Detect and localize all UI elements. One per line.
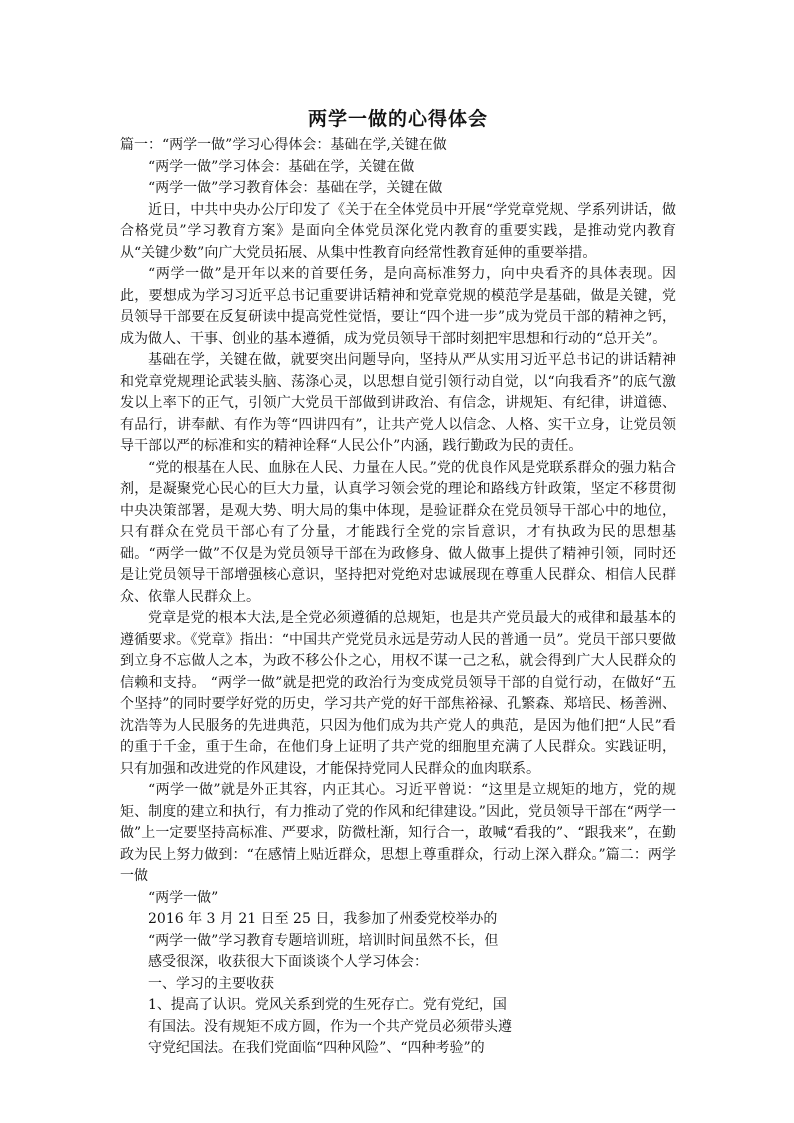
paragraph-5: 党章是党的根本大法,是全党必须遵循的总规矩，也是共产党员最大的戒律和最基本的遵循要求。《党章》指出：“中国共产党党员永远是劳动人民的普通一员”。党员干部只要做到立身不忘做人之本，为政不移公仆之心，用权不谋一己之私，就会得到广大人民群众的信赖和支持。 “两学一做”就是把党的政治行为变成党员领导干部的自觉行动，在做好“五个坚持”的同时要学好党的历史，学习共产党的好干部焦裕禄、孔繁森、郑培民、杨善洲、沈浩等为人民服务的先进典范，只因为他们成为共产党人的典范，是因为他们把“人民”看的重于千金，重于生命，在他们身上证明了共产党的细胞里充满了人民群众。实践证明，只有加强和改进党的作风建设，才能保持党同人民群众的血肉联系。 xyxy=(120,610,676,777)
tail-line-7: 有国法。没有规矩不成方圆，作为一个共产党员必须带头遵 xyxy=(148,1018,512,1035)
paragraph-4: “党的根基在人民、血脉在人民、力量在人民。”党的优良作风是党联系群众的强力粘合剂，是凝聚党心民心的巨大力量，认真学习领会党的理论和路线方针政策，坚定不移贯彻中央决策部署，是观大势、明大局的集中体现，是验证群众在党员领导干部心中的地位，只有群众在党员干部心有了分量，才能践行全党的宗旨意识，才有执政为民的思想基础。“两学一做”不仅是为党员领导干部在为政修身、做人做事上提供了精神引领，同时还是让党员领导干部增强核心意识，坚持把对党绝对忠诚展现在尊重人民群众、相信人民群众、依靠人民群众上。 xyxy=(120,459,676,605)
document-body xyxy=(120,135,676,1060)
tail-line-2: 2016 年 3 月 21 日至 25 日，我参加了州委党校举办的 xyxy=(148,911,498,927)
tail-line-5: 一、学习的主要收获 xyxy=(148,975,274,992)
heading-line-1: 篇一：“两学一做”学习心得体会：基础在学,关键在做 xyxy=(120,137,447,153)
tail-line-8: 守党纪国法。在我们党面临“四种风险”、“四种考验”的 xyxy=(148,1040,485,1056)
tail-line-3: “两学一做”学习教育专题培训班，培训时间虽然不长，但 xyxy=(148,932,499,949)
heading-line-2: “两学一做”学习体会：基础在学，关键在做 xyxy=(148,158,415,175)
paragraph-1: 近日，中共中央办公厅印发了《关于在全体党员中开展“学党章党规、学系列讲话，做合格党员”学习教育方案》是面向全体党员深化党内教育的重要实践，是推动党内教育从“关键少数”向广大党员拓展、从集中性教育向经常性教育延伸的重要举措。 xyxy=(120,201,676,261)
document-title: 两学一做的心得体会 xyxy=(307,108,488,130)
paragraph-3: 基础在学，关键在做，就要突出问题导向，坚持从严从实用习近平总书记的讲话精神和党章党规理论武装头脑、荡涤心灵，以思想自觉引领行动自觉，以“向我看齐”的底气激发以上率下的正气，引领广大党员干部做到讲政治、有信念，讲规矩、有纪律，讲道德、有品行，讲奉献、有作为等“四讲四有”，让共产党人以信念、人格、实干立身，让党员领导干部以严的标准和实的精神诠释“人民公仆”内涵，践行勤政为民的责任。 xyxy=(120,352,676,454)
tail-line-6: 1、提高了认识。党风关系到党的生死存亡。党有党纪，国 xyxy=(148,997,507,1013)
heading-line-3: “两学一做”学习教育体会：基础在学，关键在做 xyxy=(148,180,443,196)
tail-line-4: 感受很深，收获很大下面谈谈个人学习体会： xyxy=(148,954,428,970)
tail-line-1: “两学一做” xyxy=(148,889,219,906)
paragraph-2: “两学一做”是开年以来的首要任务，是向高标准努力，向中央看齐的具体表现。因此，要想成为学习习近平总书记重要讲话精神和党章党规的模范学是基础，做是关键，党员领导干部要在反复研读中提高党性觉悟，要让“四个进一步”成为党员干部的精神之钙，成为做人、干事、创业的基本遵循，成为党员领导干部时刻把牢思想和行动的“总开关”。 xyxy=(120,266,676,347)
paragraph-6: “两学一做”就是外正其容，内正其心。习近平曾说：“这里是立规矩的地方，党的规矩、制度的建立和执行，有力推动了党的作风和纪律建设。”因此，党员领导干部在“两学一做”上一定要坚持高标准、严要求，防微杜渐，知行合一，敢喊“看我的”、“跟我来”，在勤政为民上努力做到：“在感情上贴近群众，思想上尊重群众，行动上深入群众。”篇二：两学一做 xyxy=(120,782,676,884)
